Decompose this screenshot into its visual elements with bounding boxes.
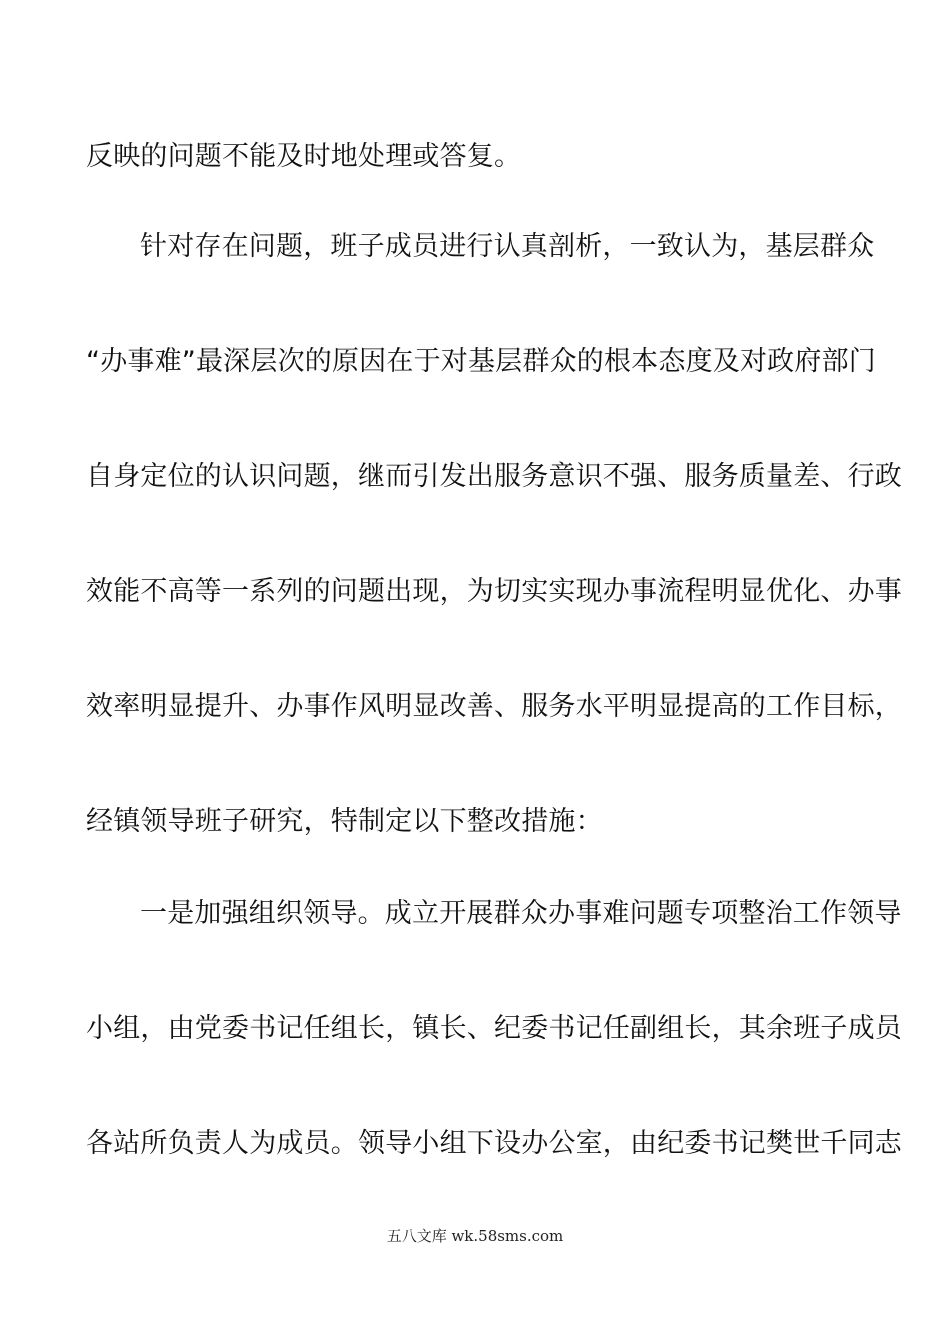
text-line-9: 小组，由党委书记任组长，镇长、纪委书记任副组长，其余班子成员 [86,1013,902,1044]
text-line-5: 效能不高等一系列的问题出现，为切实实现办事流程明显优化、办事 [86,576,902,607]
text-line-1: 反映的问题不能及时地处理或答复。 [86,141,522,172]
text-line-6: 效率明显提升、办事作风明显改善、服务水平明显提高的工作目标， [86,691,902,722]
text-line-3: “办事难”最深层次的原因在于对基层群众的根本态度及对政府部门 [86,346,876,377]
text-line-7: 经镇领导班子研究，特制定以下整改措施： [86,806,603,837]
text-line-10: 各站所负责人为成员。领导小组下设办公室，由纪委书记樊世千同志 [86,1128,902,1159]
text-line-8: 一是加强组织领导。成立开展群众办事难问题专项整治工作领导 [140,898,902,929]
text-line-4: 自身定位的认识问题，继而引发出服务意识不强、服务质量差、行政 [86,461,902,492]
text-line-2: 针对存在问题，班子成员进行认真剖析，一致认为，基层群众 [140,231,875,262]
footer-watermark-text: 五八文库 wk.58sms.com [386,1227,564,1245]
